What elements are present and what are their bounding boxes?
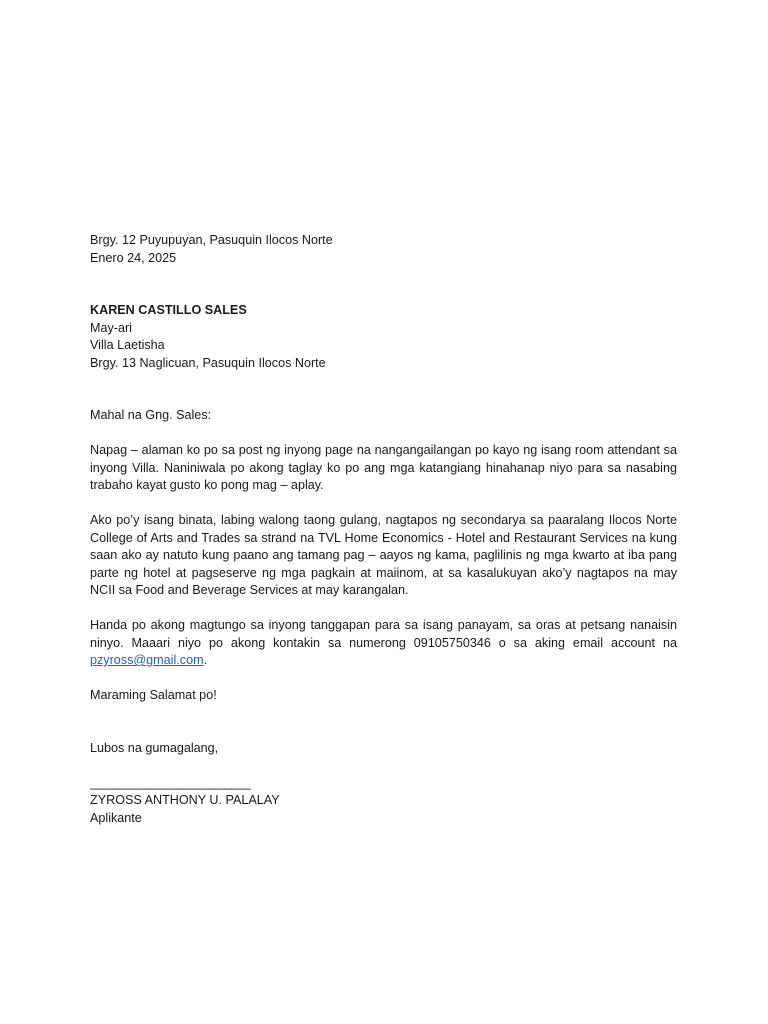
recipient-block <box>90 302 677 372</box>
spacer <box>90 495 677 513</box>
signer-role: Aplikante <box>90 810 142 825</box>
salutation: Mahal na Gng. Sales: <box>90 408 212 422</box>
recipient-company: Villa Laetisha <box>90 338 165 352</box>
spacer <box>90 425 677 443</box>
letter-date: Enero 24, 2025 <box>90 250 177 265</box>
sender-address: Brgy. 12 Puyupuyan, Pasuquin Ilocos Norte <box>90 233 333 247</box>
complimentary-close: Lubos na gumagalang, <box>90 740 219 755</box>
paragraph-3-text: Handa po akong magtungo sa inyong tanggapan para sa isang panayam, sa oras at petsang nanaisin ninyo. Maaari niyo po akong kontakin sa numerong 09105750346 o sa aking email account na <box>90 618 677 650</box>
signer-name: ZYROSS ANTHONY U. PALALAY <box>90 793 280 807</box>
body-paragraph-2: Ako po’y isang binata, labing walong taong gulang, nagtapos ng secondarya sa paaralang Ilocos Norte College of Arts and Trades sa strand na TVL Home Economics - Hotel and Restaurant Services na kung saan ako ay natuto kung paano ang tamang pag – aayos ng kama, paglilinis ng mga kwarto at iba pang parte ng hotel at pagseserve ng mga pagkain at maiinom, at sa kasalukuyan ako’y nagtapos na may NCII sa Food and Beverage Services at may karangalan. <box>90 513 677 597</box>
spacer <box>90 267 677 302</box>
recipient-address: Brgy. 13 Naglicuan, Pasuquin Ilocos Norte <box>90 355 326 370</box>
body-paragraph-1: Napag – alaman ko po sa post ng inyong page na nangangailangan po kayo ng isang room attendant sa inyong Villa. Naniniwala po akong taglay ko po ang mga katangiang hinahanap niyo para sa nasabing trabaho kayat gusto ko pong mag – aplay. <box>90 443 677 492</box>
sender-block <box>90 232 677 267</box>
letter <box>90 232 677 827</box>
signature-line: _________________________ <box>90 775 251 790</box>
spacer <box>90 757 677 775</box>
spacer <box>90 600 677 618</box>
spacer <box>90 372 677 407</box>
recipient-title: May-ari <box>90 320 132 335</box>
spacer <box>90 670 677 688</box>
body-paragraph-3 <box>90 617 677 670</box>
recipient-name: KAREN CASTILLO SALES <box>90 303 247 317</box>
thanks-line: Maraming Salamat po! <box>90 688 217 702</box>
paragraph-3-end: . <box>203 653 208 667</box>
spacer <box>90 705 677 740</box>
email-link[interactable]: pzyross@gmail.com <box>90 653 204 667</box>
